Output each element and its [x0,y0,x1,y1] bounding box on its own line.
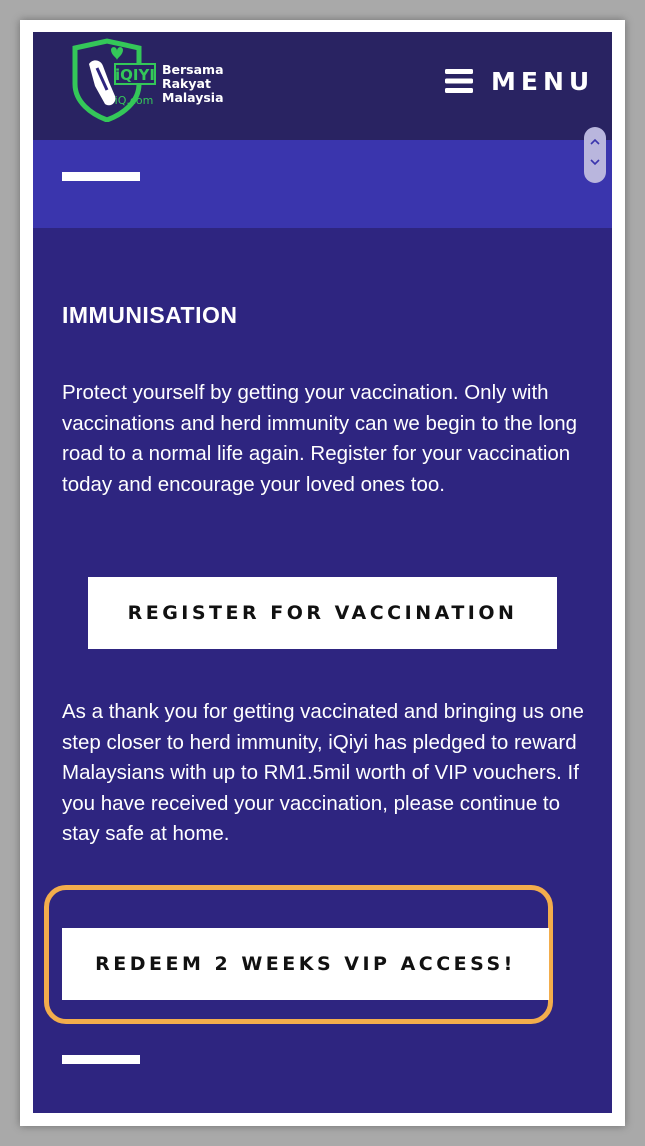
divider-bar-bottom [62,1055,140,1064]
iqiyi-logo[interactable] [67,38,157,122]
svg-text:iQIYI: iQIYI [115,66,155,84]
tagline-line-1: Bersama [162,62,224,77]
tagline [162,63,224,105]
menu-button[interactable] [445,65,594,97]
redeem-vip-button[interactable]: REDEEM 2 WEEKS VIP ACCESS! [62,928,549,1000]
chevron-down-icon[interactable] [589,157,601,167]
section-heading: IMMUNISATION [62,302,238,328]
scroll-control[interactable] [584,127,606,183]
hero-band [33,140,612,228]
site-header [33,32,612,140]
svg-text:iQ.com: iQ.com [114,94,154,107]
reward-paragraph: As a thank you for getting vaccinated and bringing us one step closer to herd immunity, iQiyi has pledged to reward Malaysians with up to RM1.5mil worth of VIP vouchers. If you have received your vaccination, please continue to stay safe at home. [62,700,584,845]
divider-bar [62,172,140,181]
chevron-up-icon[interactable] [589,137,601,147]
tagline-line-2: Rakyat [162,76,211,91]
register-vaccination-button[interactable]: REGISTER FOR VACCINATION [88,577,557,649]
menu-label: MENU [491,66,595,96]
intro-paragraph: Protect yourself by getting your vaccination. Only with vaccinations and herd immunity can we begin to the long road to a normal life again. Register for your vaccination today and encourage your loved ones too. [62,381,578,496]
hamburger-menu-icon [445,68,475,94]
tagline-line-3: Malaysia [162,90,224,105]
page-screen [33,32,612,1113]
